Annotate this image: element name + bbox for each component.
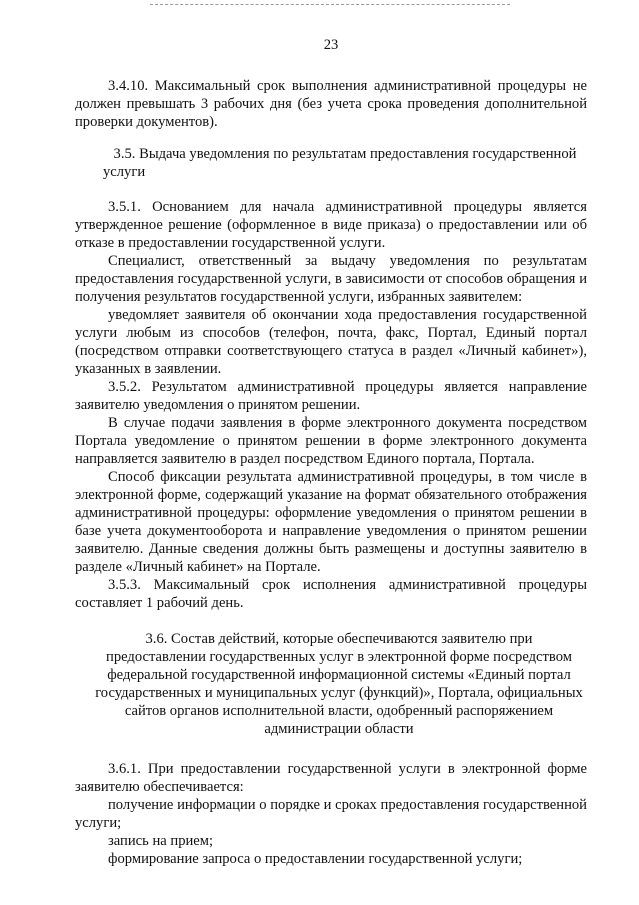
section-heading-3-6 bbox=[75, 630, 587, 738]
heading-3-6-line-2: предоставлении государственных услуг в электронной форме посредством bbox=[106, 649, 572, 665]
document-page bbox=[75, 36, 587, 868]
paragraph-3-5-1-specialist: Специалист, ответственный за выдачу уведомления по результатам предоставления государственной услуги, в зависимости от способов обращения и получения результатов государственной услуги, избранных заявителем: bbox=[75, 253, 587, 305]
paragraph-3-4-10: 3.4.10. Максимальный срок выполнения административной процедуры не должен превышать 3 рабочих дня (без учета срока проведения дополнительной проверки документов). bbox=[75, 78, 587, 130]
paragraph-3-5-2: 3.5.2. Результатом административной процедуры является направление заявителю уведомления о принятом решении. bbox=[75, 379, 587, 413]
heading-3-6-line-4: государственных и муниципальных услуг (функций)», Портала, официальных bbox=[95, 685, 583, 701]
paragraph-3-6-1-info: получение информации о порядке и сроках предоставления государственной услуги; bbox=[75, 797, 587, 831]
section-heading-3-5: 3.5. Выдача уведомления по результатам предоставления государственной услуги bbox=[103, 146, 577, 180]
scan-top-border bbox=[150, 4, 510, 5]
paragraph-3-6-1: 3.6.1. При предоставлении государственной услуги в электронной форме заявителю обеспечивается: bbox=[75, 761, 587, 795]
paragraph-3-5-1-notifies: уведомляет заявителя об окончании хода предоставления государственной услуги любым из способов (телефон, почта, факс, Портал, Единый портал (посредством отправки соответствующего статуса в раздел «Личный кабинет»), указанных в заявлении. bbox=[75, 307, 587, 377]
paragraph-3-5-2-fixation: Способ фиксации результата административной процедуры, в том числе в электронной форме, содержащий указание на формат обязательного отображения административной процедуры: оформление уведомления о принятом решении в базе учета документооборота и направление уведомления о принятом решении заявителю. Данные сведения должны быть размещены и доступны заявителю в разделе «Личный кабинет» на Портале. bbox=[75, 469, 587, 575]
paragraph-3-5-2-electronic: В случае подачи заявления в форме электронного документа посредством Портала уведомление о принятом решении в форме электронного документа направляется заявителю в раздел посредством Единого портала, Портала. bbox=[75, 415, 587, 467]
heading-3-6-line-1: 3.6. Состав действий, которые обеспечиваются заявителю при bbox=[145, 631, 533, 647]
heading-3-6-line-6: администрации области bbox=[264, 721, 414, 737]
heading-3-6-line-3: федеральной государственной информационной системы «Единый портал bbox=[107, 667, 571, 683]
paragraph-3-6-1-appointment: запись на прием; bbox=[108, 833, 214, 849]
page-number: 23 bbox=[323, 37, 339, 53]
paragraph-3-6-1-request: формирование запроса о предоставлении государственной услуги; bbox=[108, 851, 523, 867]
paragraph-3-5-3: 3.5.3. Максимальный срок исполнения административной процедуры составляет 1 рабочий день. bbox=[75, 577, 587, 611]
paragraph-3-5-1: 3.5.1. Основанием для начала административной процедуры является утвержденное решение (оформленное в виде приказа) о предоставлении или об отказе в предоставлении государственной услуги. bbox=[75, 199, 587, 251]
heading-3-6-line-5: сайтов органов исполнительной власти, одобренный распоряжением bbox=[124, 703, 554, 719]
